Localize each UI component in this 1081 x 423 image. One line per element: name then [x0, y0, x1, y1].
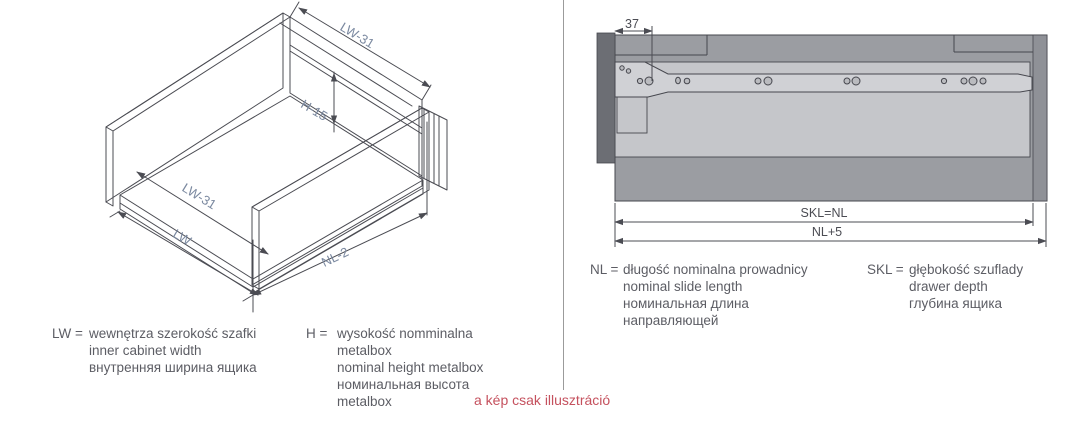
- legend-skl-line-en: drawer depth: [909, 279, 988, 294]
- legend-nl-term: NL =: [590, 262, 619, 277]
- dimension-label-lw: LW: [170, 225, 195, 249]
- legend-h-term: H =: [306, 326, 328, 341]
- front-fixing-notch: [617, 97, 647, 133]
- legend-lw-term: LW =: [52, 326, 83, 341]
- legend-h-line-ru2: metalbox: [337, 394, 392, 409]
- dimension-label-lw31-top: LW-31: [337, 19, 378, 52]
- legend-lw-line-ru: внутренняя ширина ящика: [89, 360, 257, 375]
- legend-nl-line-ru: номинальная длина: [623, 296, 749, 311]
- dim-line-lw31-bottom: [137, 172, 268, 254]
- legend-h: [306, 325, 483, 410]
- legend-nl-line-en: nominal slide length: [623, 279, 743, 294]
- legend-h-line-en: nominal height metalbox: [337, 360, 484, 375]
- legend-lw-line-pl: wewnętrza szerokość szafki: [89, 326, 257, 341]
- legend-nl-line-pl: długość nominalna prowadnicy: [623, 262, 808, 277]
- dimension-label-lw31-bottom: LW-31: [179, 180, 220, 213]
- slide-side-view-diagram: [561, 0, 1081, 260]
- front-panel-frame: [419, 106, 447, 190]
- legend-h-line-ru: номинальная высота: [337, 377, 470, 392]
- dim-line-lw: [118, 212, 258, 295]
- illustration-disclaimer-note: a kép csak illusztráció: [474, 392, 611, 408]
- legend-lw: [52, 325, 257, 376]
- dimension-label-h15: H-15: [298, 96, 331, 124]
- legend-h-line-pl: wysokość nomminalna: [337, 326, 473, 341]
- dimension-label-37: 37: [625, 17, 639, 31]
- drawer-bottom-panel: [120, 96, 423, 279]
- legend-skl-term: SKL =: [867, 262, 904, 277]
- front-panel-bar: [597, 33, 615, 163]
- dimension-label-nl2: NL-2: [319, 244, 352, 270]
- drawer-left-wall: [106, 13, 283, 202]
- legend-skl: [867, 261, 1023, 312]
- legend-skl-line-ru: глубина ящика: [909, 296, 1003, 311]
- legend-nl: [590, 261, 808, 329]
- legend-nl-line-ru2: направляющей: [623, 313, 719, 328]
- legend-lw-line-en: inner cabinet width: [89, 343, 202, 358]
- dimension-label-skl: SKL=NL: [800, 206, 848, 220]
- dimension-label-nl5: NL+5: [811, 225, 843, 239]
- drawer-back-edge: [1033, 35, 1047, 201]
- legend-h-line-pl2: metalbox: [337, 343, 392, 358]
- iso-drawer-diagram: [0, 0, 561, 320]
- legend-skl-line-pl: głębokość szuflady: [909, 262, 1024, 277]
